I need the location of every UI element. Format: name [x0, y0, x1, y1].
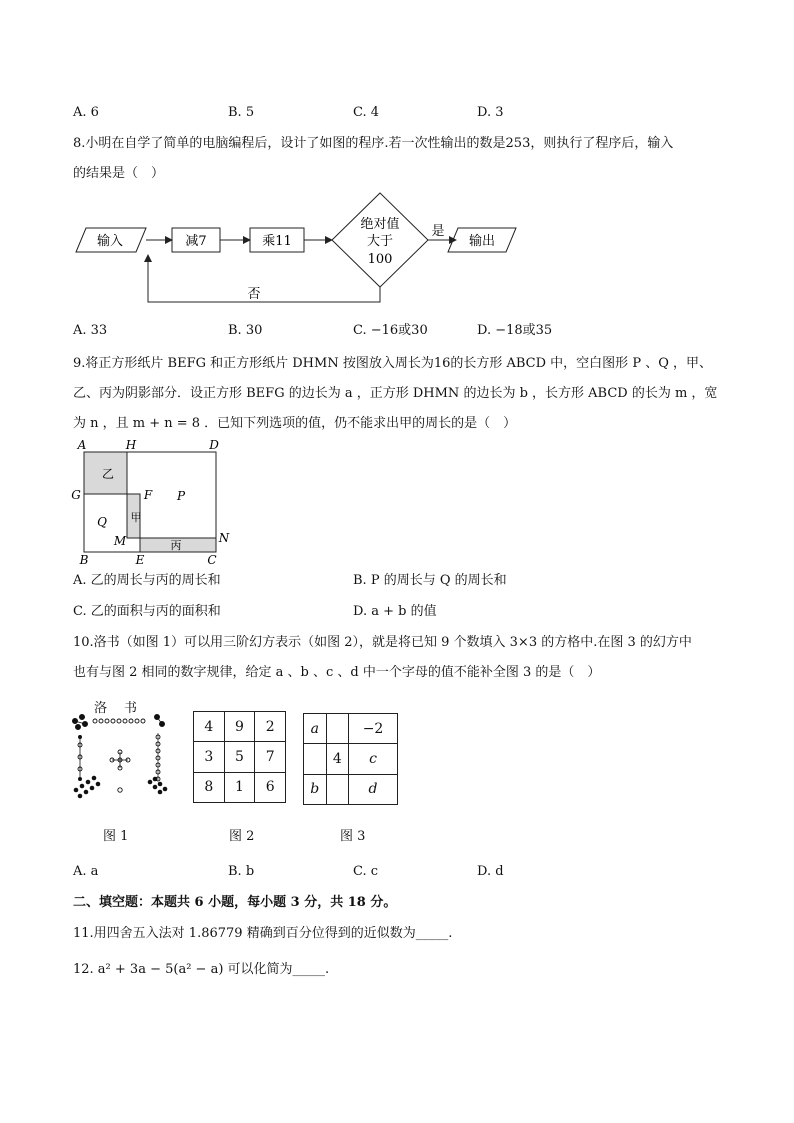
- q7-option-a: A. 6: [73, 105, 99, 120]
- grid3-cell: [326, 714, 348, 744]
- label-D: D: [209, 438, 219, 452]
- q8-option-b: B. 30: [228, 323, 263, 338]
- label-G: G: [71, 488, 81, 502]
- label-E: E: [135, 553, 145, 567]
- grid2-cell: 8: [194, 772, 225, 802]
- q9-stem-line1: 9.将正方形纸片 BEFG 和正方形纸片 DHMN 按图放入周长为16的长方形 ABCD 中，空白图形 P 、Q ，甲、: [73, 356, 712, 371]
- q10-option-c: C. c: [353, 864, 379, 879]
- q11-stem: 11.用四舍五入法对 1.86779 精确到百分位得到的近似数为_____.: [73, 926, 453, 941]
- q8-option-d: D. −18或35: [477, 323, 553, 338]
- label-F: F: [143, 488, 153, 502]
- flow-minus7-label: 减7: [185, 234, 207, 249]
- q12-stem: 12. a² + 3a − 5(a² − a) 可以化简为_____.: [73, 962, 330, 977]
- flow-cond-line1: 绝对值: [360, 217, 400, 232]
- q10-stem-line1: 10.洛书（如图 1）可以用三阶幻方表示（如图 2），就是将已知 9 个数填入 3×3 的方格中.在图 3 的幻方中: [73, 635, 692, 650]
- grid3-cell: [326, 774, 348, 804]
- q9-stem-line2: 乙、丙为阴影部分．设正方形 BEFG 的边长为 a ，正方形 DHMN 的边长为 b ，长方形 ABCD 的长为 m ，宽: [73, 386, 718, 401]
- label-N: N: [218, 531, 230, 545]
- q9-option-c: C. 乙的面积与丙的面积和: [73, 604, 221, 619]
- label-Q: Q: [97, 515, 107, 529]
- q8-option-a: A. 33: [73, 323, 108, 338]
- label-C: C: [207, 553, 217, 567]
- q9-option-a: A. 乙的周长与丙的周长和: [73, 573, 221, 588]
- label-M: M: [113, 534, 127, 548]
- grid2-cell: 2: [255, 712, 286, 742]
- label-A: A: [77, 438, 87, 452]
- section2-heading: 二、填空题：本题共 6 小题，每小题 3 分，共 18 分。: [73, 895, 397, 910]
- grid2-cell: 4: [194, 712, 225, 742]
- grid3-cell: b: [304, 774, 327, 804]
- magic-square-figure2: [193, 711, 286, 803]
- grid2-cell: 1: [224, 772, 255, 802]
- label-H: H: [125, 438, 137, 452]
- q10-option-b: B. b: [228, 864, 255, 879]
- q7-option-c: C. 4: [353, 105, 380, 120]
- grid2-cell: 7: [255, 742, 286, 772]
- q8-option-c: C. −16或30: [353, 323, 428, 338]
- grid3-cell: [304, 744, 327, 774]
- grid2-cell: 6: [255, 772, 286, 802]
- grid3-cell: a: [304, 714, 327, 744]
- grid2-cell: 3: [194, 742, 225, 772]
- label-yi: 乙: [101, 467, 115, 481]
- flow-cond-line2: 大于: [366, 234, 394, 249]
- magic-square-figure3: [303, 713, 398, 805]
- q8-stem-line2: 的结果是（ ）: [73, 166, 165, 181]
- flow-input-label: 输入: [96, 234, 124, 249]
- caption-figure3: 图 3: [340, 829, 366, 844]
- grid2-cell: 9: [224, 712, 255, 742]
- luoshu-title: 洛 书: [94, 701, 140, 716]
- label-P: P: [176, 489, 186, 503]
- grid3-cell: 4: [326, 744, 348, 774]
- caption-figure1: 图 1: [103, 829, 129, 844]
- label-bing: 丙: [170, 539, 182, 552]
- q7-option-b: B. 5: [228, 105, 255, 120]
- grid2-cell: 5: [224, 742, 255, 772]
- q9-stem-line3: 为 n ，且 m + n = 8 ．已知下列选项的值，仍不能求出甲的周长的是（ ）: [73, 416, 517, 431]
- q9-option-b: B. P 的周长与 Q 的周长和: [353, 573, 507, 588]
- label-B: B: [79, 553, 89, 567]
- flow-cond-line3: 100: [367, 252, 393, 267]
- label-jia: 甲: [130, 511, 142, 524]
- q10-stem-line2: 也有与图 2 相同的数字规律，给定 a 、b 、c 、d 中一个字母的值不能补全图 3 的是（ ）: [73, 665, 601, 680]
- grid3-cell: −2: [349, 714, 398, 744]
- flow-yes-label: 是: [431, 224, 445, 239]
- q10-option-d: D. d: [477, 864, 504, 879]
- q7-option-d: D. 3: [477, 105, 504, 120]
- caption-figure2: 图 2: [229, 829, 255, 844]
- flow-output-label: 输出: [468, 234, 496, 249]
- q9-option-d: D. a + b 的值: [353, 604, 437, 619]
- q8-stem-line1: 8.小明在自学了简单的电脑编程后，设计了如图的程序.若一次性输出的数是253，则执行了程序后，输入: [73, 136, 674, 151]
- grid3-cell: d: [349, 774, 398, 804]
- flow-no-label: 否: [247, 287, 261, 302]
- flow-times11-label: 乘11: [262, 234, 292, 249]
- q10-option-a: A. a: [73, 864, 99, 879]
- grid3-cell: c: [349, 744, 398, 774]
